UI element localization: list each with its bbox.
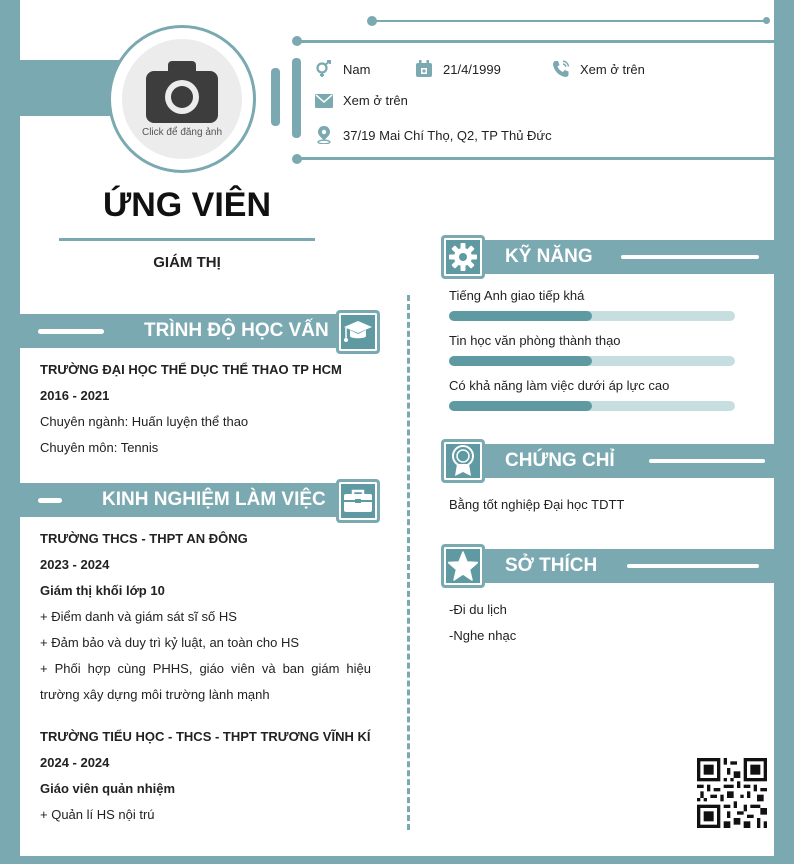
skills-header [470, 240, 774, 274]
calendar-icon [415, 60, 433, 78]
job-years: 2023 - 2024 [40, 557, 110, 572]
column-divider [407, 295, 410, 830]
certificate-item: Bằng tốt nghiệp Đại học TDTT [449, 497, 625, 512]
deco-line [297, 157, 774, 160]
header-stripe [621, 255, 759, 259]
birthday-value: 21/4/1999 [443, 61, 501, 77]
candidate-position: GIÁM THỊ [153, 254, 221, 271]
skill-label: Tin học văn phòng thành thạo [449, 333, 621, 348]
education-header [20, 314, 350, 348]
header-stripe [38, 498, 62, 503]
hobbies-icon-box [441, 544, 485, 588]
skills-list [449, 288, 739, 411]
graduation-cap-icon [343, 319, 373, 345]
name-underline [59, 238, 315, 241]
education-specialty: Chuyên môn: Tennis [40, 440, 159, 455]
header-stripe [627, 564, 759, 568]
job-duty: + Điểm danh và giám sát sĩ số HS [40, 609, 237, 624]
star-icon [448, 551, 478, 581]
contact-phone [552, 60, 645, 78]
contact-birthday [415, 60, 501, 78]
candidate-name: ỨNG VIÊN [102, 186, 271, 224]
header-divider [271, 68, 280, 126]
camera-icon [146, 61, 218, 123]
deco-dot [763, 17, 770, 24]
skill-label: Có khả năng làm việc dưới áp lực cao [449, 378, 670, 393]
header-stripe [38, 329, 104, 334]
award-icon [450, 445, 476, 477]
job-role: Giáo viên quản nhiệm [40, 781, 176, 796]
photo-upload[interactable] [122, 39, 242, 159]
education-title: TRÌNH ĐỘ HỌC VẤN [144, 320, 329, 341]
education-school: TRƯỜNG ĐẠI HỌC THỂ DỤC THỂ THAO TP HCM [40, 362, 342, 377]
skill-bar-fill [449, 311, 592, 321]
hobby-item: -Đi du lịch [449, 602, 507, 617]
experience-title: KINH NGHIỆM LÀM VIỆC [102, 489, 326, 510]
email-value: Xem ở trên [343, 93, 408, 108]
skills-title: KỸ NĂNG [505, 246, 593, 267]
education-block [40, 357, 380, 461]
deco-line [372, 20, 767, 22]
job-role: Giám thị khối lớp 10 [40, 583, 165, 598]
briefcase-icon [343, 489, 373, 513]
photo-caption: Click để đăng ảnh [141, 126, 223, 138]
certificates-header [470, 444, 774, 478]
experience-header [20, 483, 350, 517]
education-major: Chuyên ngành: Huấn luyện thể thao [40, 414, 249, 429]
job-duty: + Quản lí HS nội trú [40, 807, 155, 822]
header-divider-2 [292, 58, 301, 138]
envelope-icon [315, 94, 333, 108]
header-stripe [649, 459, 765, 463]
location-pin-icon [315, 126, 333, 144]
skill-label: Tiếng Anh giao tiếp khá [449, 288, 585, 303]
job-years: 2024 - 2024 [40, 755, 110, 770]
job-company: TRƯỜNG THCS - THPT AN ĐÔNG [40, 531, 248, 546]
phone-value: Xem ở trên [580, 61, 645, 77]
frame-left [0, 0, 20, 864]
frame-right [774, 0, 794, 864]
skill-bar-fill [449, 401, 592, 411]
skill-bar-fill [449, 356, 592, 366]
skills-icon-box [441, 235, 485, 279]
education-icon-box [336, 310, 380, 354]
certificates-icon-box [441, 439, 485, 483]
skill-bar [449, 401, 735, 411]
hobbies-header [470, 549, 774, 583]
experience-job-1 [40, 526, 371, 708]
address-value: 37/19 Mai Chí Thọ, Q2, TP Thủ Đức [343, 127, 552, 143]
skill-bar [449, 356, 735, 366]
qr-code[interactable] [697, 758, 767, 828]
job-duty: + Đảm bảo và duy trì kỷ luật, an toàn cho HS [40, 635, 300, 650]
experience-icon-box [336, 479, 380, 523]
hobbies-list [449, 597, 749, 649]
header-band [0, 60, 120, 116]
certificates-title: CHỨNG CHỈ [505, 450, 615, 471]
frame-bottom [0, 856, 794, 864]
job-duty: + Phối hợp cùng PHHS, giáo viên và ban giám hiệu trường xây dựng môi trường lành mạnh [40, 661, 371, 702]
phone-icon [552, 60, 570, 78]
job-company: TRƯỜNG TIỂU HỌC - THCS - THPT TRƯƠNG VĨNH KÍ [40, 729, 371, 744]
skill-bar [449, 311, 735, 321]
experience-job-2 [40, 724, 380, 828]
hobbies-title: SỞ THÍCH [505, 555, 598, 576]
contact-address [315, 126, 552, 144]
contact-email [315, 93, 408, 108]
hobby-item: -Nghe nhạc [449, 628, 517, 643]
gender-value: Nam [343, 61, 371, 77]
deco-line [297, 40, 774, 43]
gender-icon [315, 60, 333, 78]
contact-gender [315, 60, 370, 78]
gear-icon [448, 242, 478, 272]
education-years: 2016 - 2021 [40, 388, 110, 403]
